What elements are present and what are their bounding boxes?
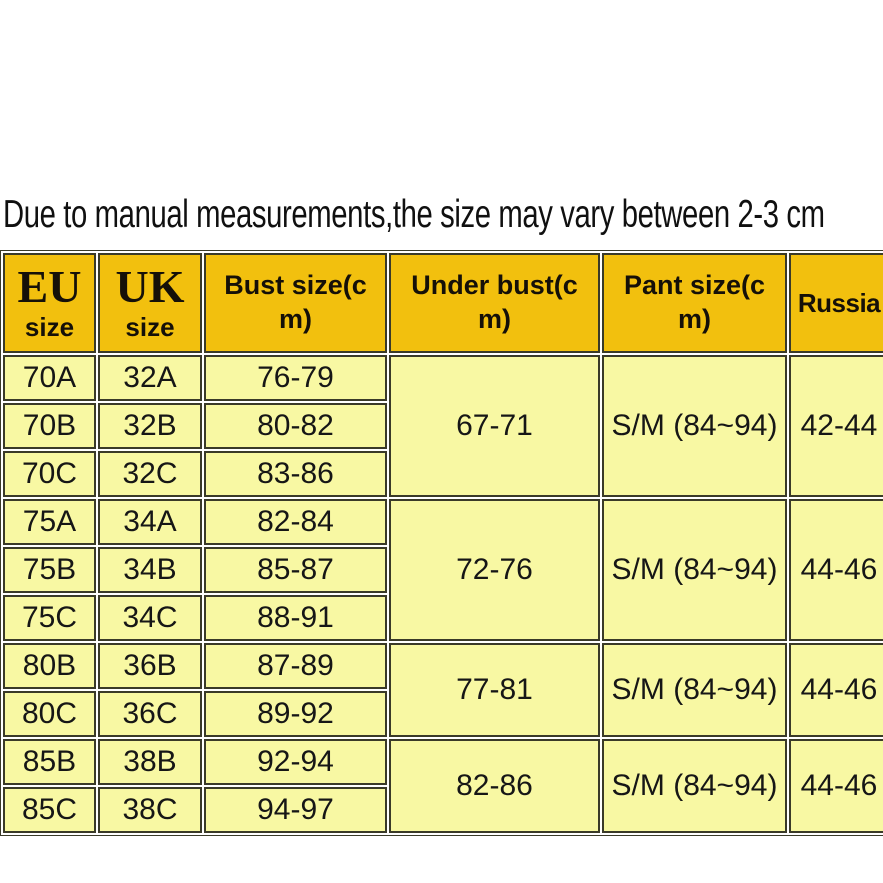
russia-size-cell: 44-46: [789, 739, 883, 833]
uk-size-cell: 36C: [98, 691, 202, 737]
eu-size-cell: 70C: [3, 451, 96, 497]
bust-size-cell: 87-89: [204, 643, 387, 689]
eu-size-label: size: [24, 311, 75, 342]
size-chart-table: [0, 250, 883, 836]
uk-size-cell: 38C: [98, 787, 202, 833]
col-header-bust-size: Bust size(c m): [204, 253, 387, 353]
bust-size-cell: 92-94: [204, 739, 387, 785]
eu-size-cell: 85C: [3, 787, 96, 833]
uk-size-cell: 38B: [98, 739, 202, 785]
pant-size-cell: S/M (84~94): [602, 643, 787, 737]
header-row: [3, 253, 883, 353]
under-bust-cell: 77-81: [389, 643, 600, 737]
eu-size-cell: 85B: [3, 739, 96, 785]
pant-size-cell: S/M (84~94): [602, 499, 787, 641]
eu-size-cell: 70A: [3, 355, 96, 401]
bust-size-cell: 88-91: [204, 595, 387, 641]
uk-size-label: size: [125, 311, 175, 342]
col-header-under-bust: Under bust(c m): [389, 253, 600, 353]
col-header-eu: [3, 253, 96, 353]
eu-size-cell: 75A: [3, 499, 96, 545]
uk-size-cell: 34C: [98, 595, 202, 641]
pant-size-cell: S/M (84~94): [602, 355, 787, 497]
table-row: [3, 643, 883, 689]
eu-label: EU: [17, 261, 82, 313]
russia-size-cell: 44-46: [789, 643, 883, 737]
bust-size-cell: 94-97: [204, 787, 387, 833]
eu-size-cell: 70B: [3, 403, 96, 449]
eu-size-cell: 80B: [3, 643, 96, 689]
eu-size-cell: 80C: [3, 691, 96, 737]
bust-size-cell: 82-84: [204, 499, 387, 545]
under-bust-cell: 67-71: [389, 355, 600, 497]
disclaimer-title: Due to manual measurements,the size may vary between 2-3 cm: [3, 193, 825, 236]
uk-size-cell: 34A: [98, 499, 202, 545]
bust-size-cell: 80-82: [204, 403, 387, 449]
uk-size-cell: 36B: [98, 643, 202, 689]
table-row: [3, 499, 883, 545]
pant-size-cell: S/M (84~94): [602, 739, 787, 833]
eu-size-cell: 75B: [3, 547, 96, 593]
bust-size-cell: 83-86: [204, 451, 387, 497]
bust-size-cell: 85-87: [204, 547, 387, 593]
russia-size-cell: 44-46: [789, 499, 883, 641]
bust-size-cell: 76-79: [204, 355, 387, 401]
uk-size-cell: 32B: [98, 403, 202, 449]
russia-size-cell: 42-44: [789, 355, 883, 497]
table-row: [3, 739, 883, 785]
col-header-pant-size: Pant size(c m): [602, 253, 787, 353]
uk-size-cell: 32C: [98, 451, 202, 497]
eu-size-cell: 75C: [3, 595, 96, 641]
uk-size-cell: 32A: [98, 355, 202, 401]
under-bust-cell: 82-86: [389, 739, 600, 833]
table-row: [3, 355, 883, 401]
uk-label: UK: [115, 261, 185, 313]
bust-size-cell: 89-92: [204, 691, 387, 737]
uk-size-cell: 34B: [98, 547, 202, 593]
col-header-russia: Russia: [789, 253, 883, 353]
under-bust-cell: 72-76: [389, 499, 600, 641]
col-header-uk: [98, 253, 202, 353]
